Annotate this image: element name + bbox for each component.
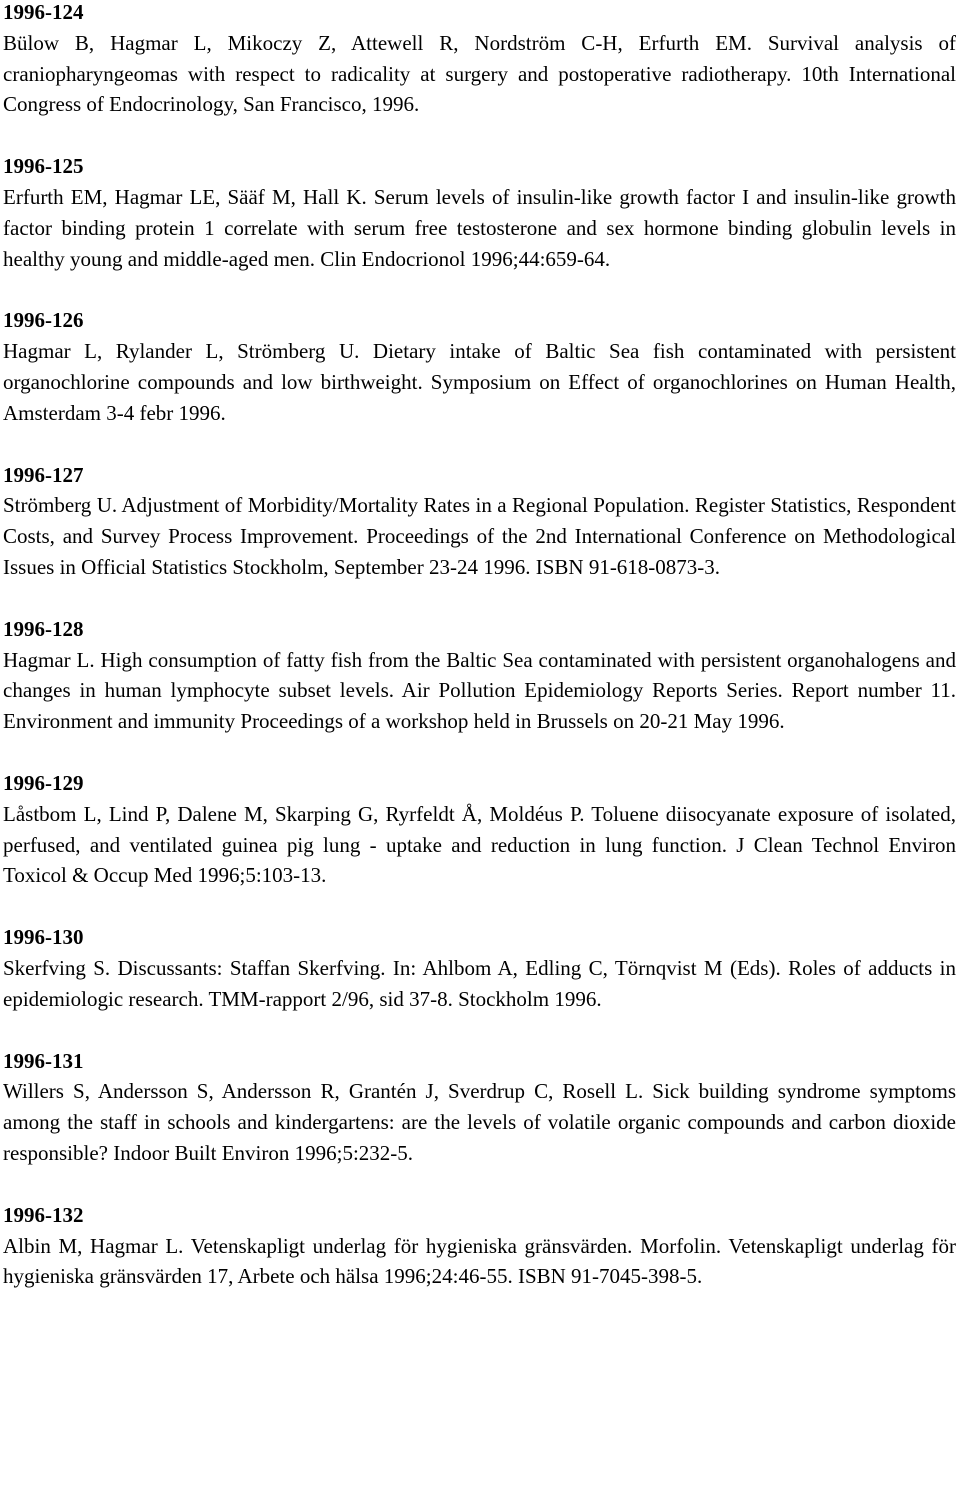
reference-id: 1996-127 bbox=[3, 462, 84, 487]
reference-text: Willers S, Andersson S, Andersson R, Grantén J, Sverdrup C, Rosell L. Sick building syndrome symptoms among the staff in schools and kindergartens: are the levels of volatile organic compounds and carbon dioxide responsible? Indoor Built Environ 1996;5:232-5. bbox=[3, 1079, 956, 1165]
reference-entry bbox=[3, 922, 956, 1014]
reference-text: Skerfving S. Discussants: Staffan Skerfving. In: Ahlbom A, Edling C, Törnqvist M (Eds). Roles of adducts in epidemiologic research. TMM-rapport 2/96, sid 37-8. Stockholm 1996. bbox=[3, 955, 956, 1011]
reference-id: 1996-128 bbox=[3, 616, 84, 641]
reference-entry bbox=[3, 1200, 956, 1292]
reference-id: 1996-130 bbox=[3, 925, 84, 950]
reference-entry bbox=[3, 460, 956, 583]
reference-entry bbox=[3, 305, 956, 428]
reference-id: 1996-126 bbox=[3, 308, 84, 333]
reference-text: Bülow B, Hagmar L, Mikoczy Z, Attewell R, Nordström C-H, Erfurth EM. Survival analysis of craniopharyngeomas with respect to radicality at surgery and postoperative radiotherapy. 10th International Congress of Endocrinology, San Francisco, 1996. bbox=[3, 30, 956, 117]
entry-spacer bbox=[3, 737, 956, 768]
reference-entry bbox=[3, 151, 956, 274]
reference-entry bbox=[3, 0, 956, 120]
reference-text: Strömberg U. Adjustment of Morbidity/Mortality Rates in a Regional Population. Register Statistics, Respondent Costs, and Survey Process Improvement. Proceedings of the 2nd International Conference on Methodological Issues in Official Statistics Stockholm, September 23-24 1996. ISBN 91-618-0873-3. bbox=[3, 493, 956, 579]
reference-text: Låstbom L, Lind P, Dalene M, Skarping G, Ryrfeldt Å, Moldéus P. Toluene diisocyanate exposure of isolated, perfused, and ventilated guinea pig lung - uptake and reduction in lung function. J Clean Technol Environ Toxicol & Occup Med 1996;5:103-13. bbox=[3, 801, 956, 888]
entry-spacer bbox=[3, 583, 956, 614]
reference-entry bbox=[3, 768, 956, 891]
reference-id: 1996-124 bbox=[3, 0, 84, 24]
entry-spacer bbox=[3, 891, 956, 922]
reference-text: Hagmar L, Rylander L, Strömberg U. Dietary intake of Baltic Sea fish contaminated with persistent organochlorine compounds and low birthweight. Symposium on Effect of organochlorines on Human Health, Amsterdam 3-4 febr 1996. bbox=[3, 339, 956, 425]
entry-spacer bbox=[3, 1015, 956, 1046]
reference-text: Albin M, Hagmar L. Vetenskapligt underlag för hygieniska gränsvärden. Morfolin. Vetenskapligt underlag för hygieniska gränsvärden 17, Arbete och hälsa 1996;24:46-55. ISBN 91-7045-398-5. bbox=[3, 1233, 956, 1289]
reference-id: 1996-132 bbox=[3, 1202, 84, 1227]
reference-entry bbox=[3, 614, 956, 737]
entry-spacer bbox=[3, 429, 956, 460]
reference-text: Hagmar L. High consumption of fatty fish from the Baltic Sea contaminated with persistent organohalogens and changes in human lymphocyte subset levels. Air Pollution Epidemiology Reports Series. Report number 11. Environment and immunity Proceedings of a workshop held in Brussels on 20-21 May 1996. bbox=[3, 647, 956, 734]
reference-entry bbox=[3, 1046, 956, 1169]
reference-id: 1996-125 bbox=[3, 154, 84, 179]
entry-spacer bbox=[3, 1169, 956, 1200]
entry-spacer bbox=[3, 274, 956, 305]
reference-id: 1996-129 bbox=[3, 770, 84, 795]
entry-spacer bbox=[3, 120, 956, 151]
reference-id: 1996-131 bbox=[3, 1048, 84, 1073]
reference-text: Erfurth EM, Hagmar LE, Sääf M, Hall K. Serum levels of insulin-like growth factor I and insulin-like growth factor binding protein 1 correlate with serum free testosterone and sex hormone binding globulin levels in healthy young and middle-aged men. Clin Endocrionol 1996;44:659-64. bbox=[3, 184, 956, 271]
